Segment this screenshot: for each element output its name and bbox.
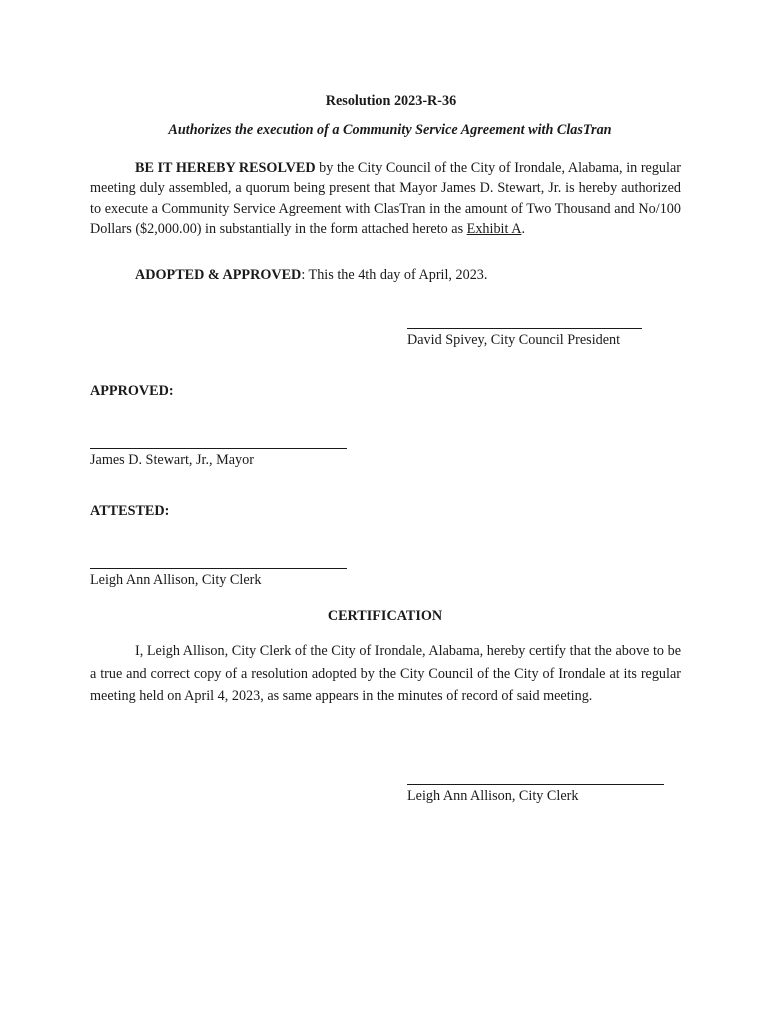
- certification-body: I, Leigh Allison, City Clerk of the City of Irondale, Alabama, hereby certify that the above to be a true and correct copy of a resolution adopted by the City Council of the City of Irondale at its regular meeting held on April 4, 2023, as same appears in the minutes of record of said meeting.: [90, 643, 681, 705]
- mayor-signature-line: [90, 448, 347, 449]
- certification-heading: CERTIFICATION: [327, 608, 443, 624]
- adopted-lead: ADOPTED & APPROVED: [135, 267, 302, 283]
- president-name: David Spivey, City Council President: [407, 332, 621, 348]
- approved-heading: APPROVED:: [90, 383, 174, 399]
- mayor-name: James D. Stewart, Jr., Mayor: [90, 452, 254, 468]
- resolution-title: Resolution 2023-R-36: [325, 93, 457, 109]
- resolved-lead: BE IT HEREBY RESOLVED: [135, 160, 316, 176]
- attested-heading: ATTESTED:: [90, 503, 170, 519]
- certifier-signature-line: [407, 784, 664, 785]
- resolved-paragraph: [90, 158, 681, 239]
- clerk-signature-line: [90, 568, 347, 569]
- exhibit-a-reference: Exhibit A: [466, 220, 522, 237]
- clerk-name: Leigh Ann Allison, City Clerk: [90, 572, 262, 588]
- resolution-subtitle: Authorizes the execution of a Community Service Agreement with ClasTran: [168, 122, 612, 138]
- certification-paragraph: [90, 640, 681, 708]
- adopted-paragraph: [90, 265, 681, 285]
- resolved-end: .: [521, 220, 526, 237]
- adopted-body: : This the 4th day of April, 2023.: [301, 267, 488, 283]
- certifier-name: Leigh Ann Allison, City Clerk: [407, 788, 579, 804]
- resolved-body: by the City Council of the City of Irondale, Alabama, in regular meeting duly assembled, a quorum being present that Mayor James D. Stewart, Jr. is hereby authorized to execute a Community Service Agreement with ClasTran in the amount of Two Thousand and No/100 Dollars ($2,000.00) in substantially in the form attached hereto as: [90, 160, 681, 237]
- president-signature-line: [407, 328, 642, 329]
